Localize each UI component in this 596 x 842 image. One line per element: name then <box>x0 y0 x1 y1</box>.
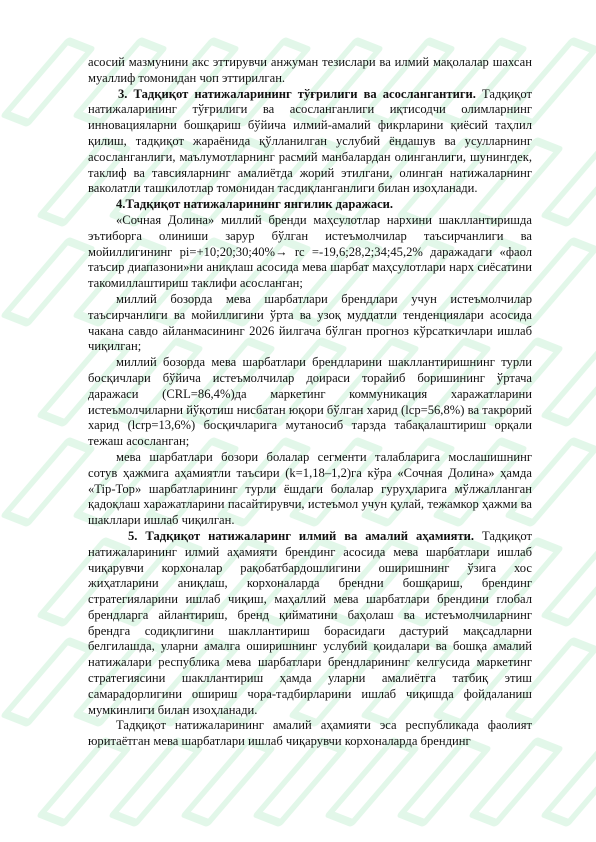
section-3-body: Тадқиқот натижаларининг тўғрилиги ва асосланганлиги иқтисодчи олимларнинг инновацияларни бошқариш бўйича илмий-амалий фикрларини қиёсий таҳлил қилиш, тадқиқот жараёнида қўлланилган услубий ёндашув ва усулларнинг асосланганлиги, маълумотларнинг расмий манбалардан олинганлиги, шунингдек, таклиф ва тавсияларнинг амалиётда жорий этилгани, олинган натижаларнинг ваколатли ташкилотлар томонидан тасдиқланганлиги билан изоҳланади. <box>88 86 532 196</box>
section-4-heading: 4.Тадқиқот натижаларининг янгилик даражаси. <box>116 197 394 212</box>
practical-significance-paragraph: Тадқиқот натижаларининг амалий аҳамияти эса республикада фаолият юритаётган мева шарбатлари ишлаб чиқарувчи корхоналарда брендинг <box>88 718 532 749</box>
novelty-item-3: миллий бозорда мева шарбатлари брендларини шакллантиришнинг турли босқичлари бўйича истеъмолчилар доираси торайиб боришининг ўртача даражаси (CRL=86,4%)да маркетинг коммуникация харажатларини истеъмолчиларни йўқотиш нисбатан юқори бўлган харид (lcp=56,8%) ва такрорий харид (lcrp=13,6%) босқичларига мутаносиб тарзда табақалаштириш орқали тежаш асосланган; <box>88 355 532 449</box>
novelty-item-4: мева шарбатлари бозори болалар сегменти талабларига мослашишнинг сотув ҳажмига аҳамиятли таъсири (k=1,18–1,2)га кўра «Сочная Долина» ҳамда «Tip-Top» шарбатларининг турли ёшдаги болалар гуруҳларига мўлжалланган қадоқлаш харажатларини пасайтирувчи, истеъмол учун қулай, тежамкор ҳажми ва шакллари ишлаб чиқилган. <box>88 449 532 528</box>
watermark-mark <box>540 536 596 627</box>
watermark-mark <box>108 736 205 827</box>
watermark-mark <box>252 736 349 827</box>
watermark-mark <box>0 36 96 127</box>
watermark-mark <box>0 436 96 527</box>
watermark-mark <box>36 736 133 827</box>
paragraph-intro-continuation: асосий мазмунини акс эттирувчи анжуман тезислари ва илмий мақолалар шахсан муаллиф томонидан чоп эттирилган. <box>88 55 532 85</box>
watermark-mark <box>396 736 493 827</box>
watermark-mark <box>0 236 96 327</box>
novelty-item-2: миллий бозорда мева шарбатлари брендлари учун истеъмолчилар таъсирчанлиги ва мойиллигини ўрта ва узоқ муддатли тенденциялари асосида чакана савдо айланмасининг 2026 йилгача бўлган прогноз кўрсаткичлари ишлаб чиқилган; <box>88 291 532 354</box>
watermark-mark <box>0 636 96 727</box>
watermark-mark <box>540 736 596 827</box>
section-5-paragraph <box>88 529 532 719</box>
section-5-heading: 5. Тадқиқот натижаларинг илмий ва амалий аҳамияти. <box>128 528 475 543</box>
watermark-mark <box>324 736 421 827</box>
section-5-body: Тадқиқот натижаларининг илмий аҳамияти брендинг асосида мева шарбатлари ишлаб чиқарувчи корхоналар рақобатбардошлигини оширишнинг ўзига хос жиҳатларини аниқлаш, корхоналарда брендни бошқариш, брендинг стратегияларини ишлаб чиқиш, маҳаллий мева шарбатлари брендини глобал брендларга айлантириш, бренд қийматини баҳолаш ва истеъмолчиларнинг брендга содиқлигини шакллантириш борасидаги дастурий мақсадларни белгилашда, уларни амалга оширишнинг услубий қоидалари ва бошқа амалий натижалари республика мева шарбатлари брендларининг келгусида маркетинг стратегиясини шакллантириш ҳамда уларни амалиётга татбиқ этиш самарадорлигини ошириш чора-тадбирларини ишлаб чиқишда фойдаланиш мумкинлиги билан изоҳланади. <box>88 528 532 717</box>
document-page <box>88 55 532 750</box>
section-3-paragraph <box>88 87 532 198</box>
watermark-mark <box>468 736 565 827</box>
watermark-mark <box>180 736 277 827</box>
novelty-item-1: «Сочная Долина» миллий бренди маҳсулотлар нархини шакллантиришда эътиборга олиниши зарур бўлган истеъмолчилар таъсирчанлиги ва мойиллигининг pi=+10;20;30;40%→ rc =-19,6;28,2;34;45,2% даражадаги «фаол таъсир диапазони»ни аниқлаш асосида мева шарбат маҳсулотлари нарх сиёсатини такомиллаштириш таклифи асосланган; <box>88 212 532 291</box>
watermark-mark <box>540 136 596 227</box>
section-3-heading: 3. Тадқиқот натижаларининг тўғрилиги ва асослангантиги. <box>118 86 476 101</box>
watermark-mark <box>540 336 596 427</box>
